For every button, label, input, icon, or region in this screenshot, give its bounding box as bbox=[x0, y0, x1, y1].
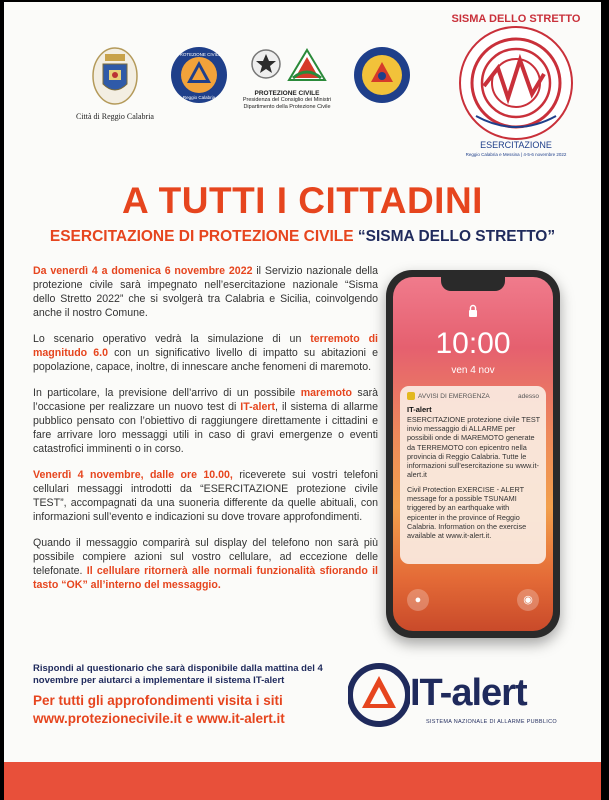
scenario-text-a: Lo scenario operativo vedrà la simulazione di un bbox=[33, 333, 311, 345]
links-line1: Per tutti gli approfondimenti visita i siti bbox=[33, 693, 283, 708]
sisma-logo-sub: ESERCITAZIONE bbox=[480, 140, 552, 150]
italert-logo-icon bbox=[348, 662, 410, 728]
notification-text-it: ESERCITAZIONE protezione civile TEST invio messaggio di ALLARME per possibili onde di MAREMOTO generate da TERREMOTO con epicentro nella provincia di Reggio Calabria. Tutte le informazioni sull'esercitazione su www.it-alert.it bbox=[407, 415, 541, 480]
maremoto-highlight: maremoto bbox=[300, 387, 352, 399]
phone-mockup bbox=[386, 270, 560, 638]
pc-caption-line1: Presidenza del Consiglio dei Ministri bbox=[242, 97, 332, 103]
emergency-notification[interactable] bbox=[400, 386, 546, 564]
ok-highlight: Il cellulare ritornerà alle normali funzionalità sfiorando il tasto “OK” all’interno del messaggio. bbox=[33, 565, 378, 591]
notification-app: AVVISI DI EMERGENZA bbox=[418, 393, 490, 400]
italert-text-a: In particolare, la previsione dell’arrivo di un possibile bbox=[33, 387, 301, 399]
paragraph-ok bbox=[33, 536, 378, 592]
italian-emblem-icon bbox=[250, 46, 282, 82]
pc-national-logo-icon bbox=[287, 48, 327, 82]
paragraph-scenario bbox=[33, 332, 378, 374]
notification-time: adesso bbox=[518, 393, 539, 400]
phone-notch bbox=[441, 277, 505, 291]
ok-text: Quando il messaggio comparirà sul display del telefono non sarà più possibile compiere azioni sul vostro cellulare, ad eccezione delle telefonate. bbox=[33, 537, 378, 577]
logo-strip bbox=[4, 2, 601, 157]
notification-text-en: Civil Protection EXERCISE - ALERT message for a possible TSUNAMI triggered by an earthquake with epicenter in the province of Reggio Calabria. Information on the exercise available at www.it-alert.it. bbox=[407, 485, 527, 541]
flashlight-icon[interactable]: ● bbox=[407, 589, 429, 611]
sisma-stretto-logo-text bbox=[436, 8, 596, 158]
pc-reggio-badge-text bbox=[170, 46, 228, 104]
sisma-logo-dates: Reggio Calabria e Messina | 4-5-6 novembre 2022 bbox=[465, 152, 567, 157]
phone-screen bbox=[393, 277, 553, 631]
sisma-logo-arc: SISMA DELLO STRETTO bbox=[451, 13, 581, 25]
magnitude-highlight: terremoto di magnitudo 6.0 bbox=[33, 333, 378, 359]
italert-tagline: SISTEMA NAZIONALE DI ALLARME PUBBLICO bbox=[426, 719, 557, 725]
links-line2[interactable]: www.protezionecivile.it e www.it-alert.it bbox=[33, 711, 285, 726]
body-text bbox=[33, 264, 378, 604]
paragraph-test bbox=[33, 468, 378, 524]
badge-pc-top: PROTEZIONE CIVILE bbox=[176, 52, 222, 57]
lock-icon bbox=[466, 304, 480, 318]
italert-text-b: sarà l’occasione per realizzare un nuovo test di bbox=[33, 387, 378, 413]
italert-highlight: IT-alert bbox=[240, 401, 276, 413]
city-caption: Città di Reggio Calabria bbox=[76, 112, 154, 121]
pc-caption-line2: Dipartimento della Protezione Civile bbox=[243, 104, 331, 110]
dates-highlight: Da venerdì 4 a domenica 6 novembre 2022 bbox=[33, 265, 253, 277]
warning-icon bbox=[407, 392, 415, 400]
test-text: riceverete sui vostri telefoni cellulari messaggi introdotti da “ESERCITAZIONE protezione civile TEST”, accompagnati da una suoneria differente da quelle abituali, con informazioni sull’evento e indicazioni su dove trovare approfondimenti. bbox=[33, 469, 378, 523]
paragraph-italert bbox=[33, 386, 378, 456]
dates-text: il Servizio nazionale della protezione civile sarà impegnato nell’esercitazione nazionale “Sisma dello Stretto 2022” che si svolgerà tra Calabria e Sicilia, coinvolgendo anche il nostro Comune. bbox=[33, 265, 378, 319]
paragraph-dates bbox=[33, 264, 378, 320]
italert-wordmark: IT-alert bbox=[410, 672, 527, 714]
badge-pc-bottom: Reggio Calabria bbox=[182, 95, 216, 100]
questionnaire-note: Rispondi al questionario che sarà disponibile dalla mattina del 4 novembre per aiutarci a implementare il sistema IT-alert bbox=[33, 663, 323, 686]
city-crest-icon bbox=[90, 46, 140, 106]
subtitle-quote: “SISMA DELLO STRETTO” bbox=[357, 228, 556, 245]
test-date-highlight: Venerdì 4 novembre, dalle ore 10.00, bbox=[33, 469, 233, 481]
bottom-bar bbox=[4, 762, 601, 800]
subtitle-prefix: ESERCITAZIONE DI PROTEZIONE CIVILE bbox=[49, 228, 358, 245]
pc-sicilia-badge-icon bbox=[353, 46, 411, 104]
notification-header bbox=[407, 392, 539, 401]
pc-national-caption bbox=[242, 90, 332, 111]
links-block bbox=[33, 692, 353, 728]
pc-caption-title: PROTEZIONE CIVILE bbox=[254, 90, 320, 97]
italert-text-c: , il sistema di allarme pubblico pensato con l’obiettivo di raggiungere direttamente i cittadini e fare arrivare loro messaggi utili in caso di gravi emergenze o eventi catastrofici imminenti o in corso. bbox=[33, 401, 378, 455]
page-subtitle bbox=[4, 228, 601, 246]
lockscreen-date: ven 4 nov bbox=[451, 365, 495, 376]
notification-title: IT-alert bbox=[407, 405, 432, 414]
poster bbox=[4, 2, 601, 800]
lockscreen-time: 10:00 bbox=[435, 327, 511, 360]
page-title: A TUTTI I CITTADINI bbox=[122, 180, 483, 221]
scenario-text-b: con un significativo livello di impatto su abitazioni e popolazione, capace, inoltre, di innescare anche fenomeni di maremoto. bbox=[33, 347, 378, 373]
camera-icon[interactable]: ◉ bbox=[517, 589, 539, 611]
